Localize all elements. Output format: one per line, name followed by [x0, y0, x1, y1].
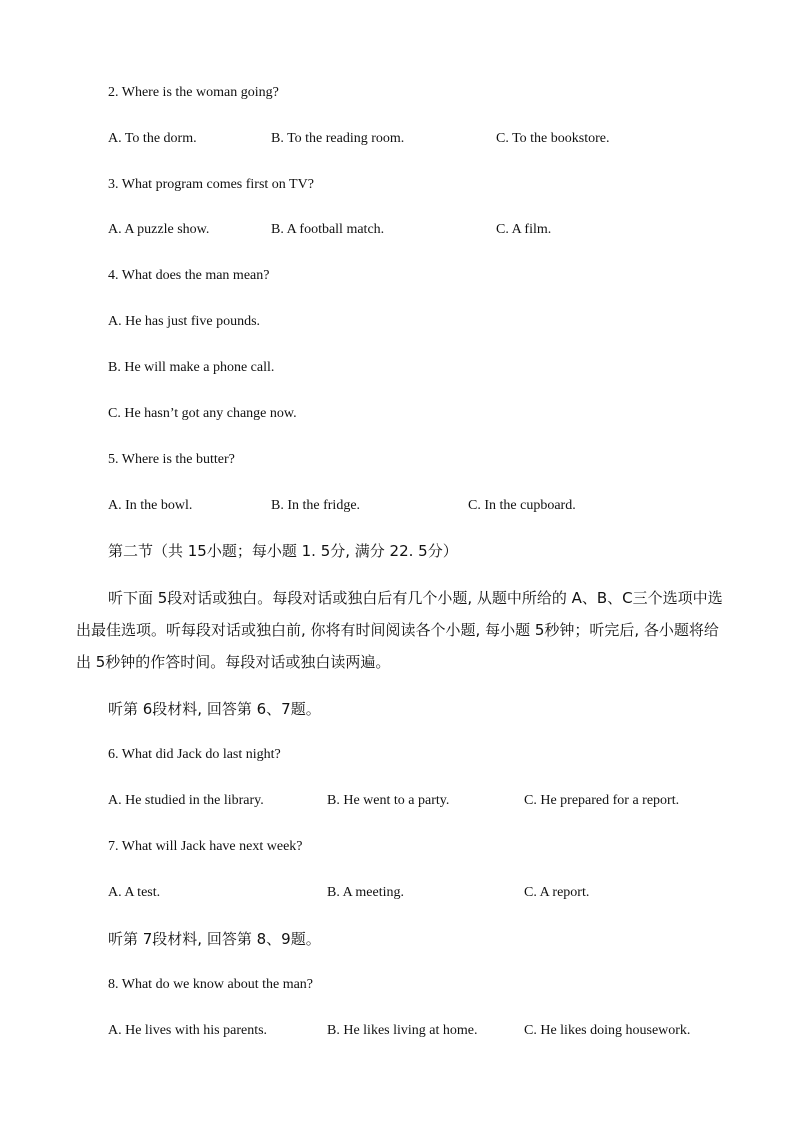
question-5-options [0, 497, 793, 515]
q7-option-a: A. A test. [108, 885, 161, 900]
q8-option-b: B. He likes living at home. [327, 1023, 478, 1038]
q8-option-c: C. He likes doing housework. [524, 1023, 691, 1038]
question-3: 3. What program comes first on TV? [108, 177, 314, 192]
question-2-options [0, 130, 793, 148]
section-2-instructions: 听下面 5段对话或独白。每段对话或独白后有几个小题, 从题中所给的 A、B、C三个选项中选出最佳选项。听每段对话或独白前, 你将有时间阅读各个小题, 每小题 5秒钟；听完后, 各小题将给出 5秒钟的作答时间。每段对话或独白读两遍。 [76, 589, 723, 671]
question-7-options [0, 884, 793, 902]
q6-option-a: A. He studied in the library. [108, 793, 264, 808]
section-2-heading: 第二节（共 15小题；每小题 1. 5分, 满分 22. 5分） [108, 542, 458, 560]
q4-option-b: B. He will make a phone call. [108, 360, 275, 375]
q4-option-a: A. He has just five pounds. [108, 314, 261, 329]
question-5: 5. Where is the butter? [108, 452, 235, 467]
passage-6-intro: 听第 6段材料, 回答第 6、7题。 [108, 700, 321, 718]
q6-option-c: C. He prepared for a report. [524, 793, 680, 808]
q3-option-c: C. A film. [496, 222, 552, 237]
q7-option-b: B. A meeting. [327, 885, 404, 900]
q5-option-c: C. In the cupboard. [468, 498, 576, 513]
q2-option-c: C. To the bookstore. [496, 131, 610, 146]
q2-option-a: A. To the dorm. [108, 131, 197, 146]
q2-option-b: B. To the reading room. [271, 131, 405, 146]
q6-option-b: B. He went to a party. [327, 793, 450, 808]
question-4: 4. What does the man mean? [108, 268, 270, 283]
question-2: 2. Where is the woman going? [108, 85, 279, 100]
question-8-options [0, 1022, 793, 1040]
question-6-options [0, 792, 793, 810]
q7-option-c: C. A report. [524, 885, 590, 900]
question-7: 7. What will Jack have next week? [108, 839, 303, 854]
q4-option-c: C. He hasn’t got any change now. [108, 406, 297, 421]
question-3-options [0, 221, 793, 239]
q5-option-b: B. In the fridge. [271, 498, 361, 513]
question-6: 6. What did Jack do last night? [108, 747, 281, 762]
passage-7-intro: 听第 7段材料, 回答第 8、9题。 [108, 930, 321, 948]
q3-option-a: A. A puzzle show. [108, 222, 210, 237]
q8-option-a: A. He lives with his parents. [108, 1023, 268, 1038]
q5-option-a: A. In the bowl. [108, 498, 193, 513]
question-8: 8. What do we know about the man? [108, 977, 314, 992]
q3-option-b: B. A football match. [271, 222, 385, 237]
